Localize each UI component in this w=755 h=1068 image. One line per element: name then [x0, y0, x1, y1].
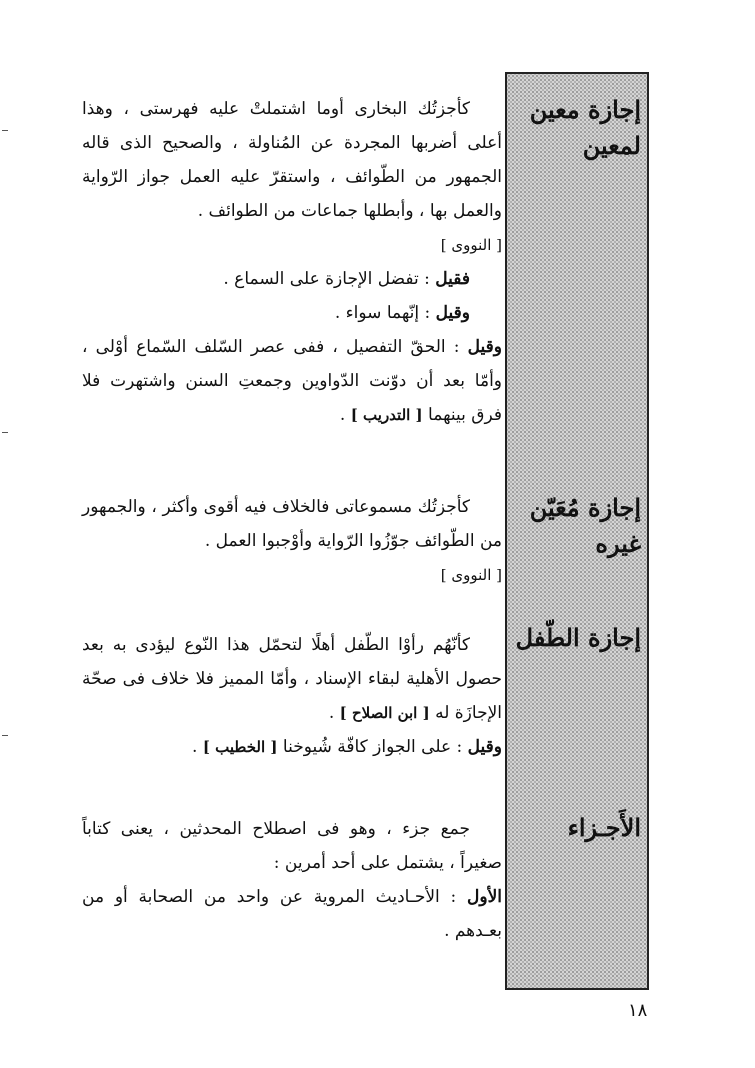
margin-mark	[2, 130, 8, 131]
paragraph	[82, 730, 502, 764]
paragraph	[82, 880, 502, 948]
opinion-label: وقيل	[467, 337, 502, 357]
section-ijaza-ghayr-muayyan	[82, 490, 502, 592]
paragraph	[82, 296, 502, 330]
item-label: الأول	[467, 887, 502, 907]
opinion-text: : على الجواز كافّة شُيوخنا	[277, 737, 468, 757]
paragraph	[82, 628, 502, 730]
margin-mark	[2, 735, 8, 736]
paragraph-text: كأنّهُم رأوْا الطّفل أهلًا لتحمّل هذا النّوع ليؤدى به بعد حصول الأهلية لبقاء الإسناد ، وأمّا المميز فلا خلاف فى صحّة الإجازَة له	[82, 635, 502, 723]
item-text: : الأحـاديث المروية عن واحد من الصحابة أو من بعـدهم .	[82, 887, 502, 941]
page-number: ١٨	[628, 1000, 648, 1021]
source-reference: [ النووى ]	[440, 566, 502, 584]
section-ijaza-muayyan	[82, 92, 502, 432]
paragraph-end: .	[192, 737, 203, 757]
source-reference: [ النووى ]	[440, 236, 502, 254]
section-ajza	[82, 812, 502, 948]
term-ijaza-muayyan-li-muayyan: إجازة معين لمعين	[529, 95, 641, 160]
opinion-label: فقيل	[435, 269, 470, 289]
opinion-text: : إنّهما سواء .	[334, 303, 436, 323]
paragraph: كأجزتُك مسموعاتى فالخلاف فيه أقوى وأكثر ، والجمهور من الطّوائف جوّزُوا الرّواية وأوْجبوا العمل .	[82, 497, 502, 551]
margin-mark	[2, 432, 8, 433]
source-reference: [ الخطيب ]	[202, 738, 278, 756]
source-reference: [ التدريب ]	[350, 406, 423, 424]
section-ijaza-tifl	[82, 628, 502, 764]
opinion-label: وقيل	[467, 737, 502, 757]
paragraph-end: .	[328, 703, 340, 723]
source-reference: [ ابن الصلاح ]	[339, 704, 430, 722]
term-ijaza-al-tifl: إجازة الطّفل	[515, 623, 641, 652]
opinion-text: : الحقّ التفصيل ، ففى عصر السّلف السّماع أوْلى ، وأمّا بعد أن دوّنت الدّواوين وجمعتِ السنن واشتهرت فلا فرق بينهما	[82, 337, 502, 425]
term-al-ajza: الأَجـزاء	[567, 813, 641, 842]
opinion-text: : تفضل الإجازة على السماع .	[223, 269, 436, 289]
paragraph: جمع جزء ، وهو فى اصطلاح المحدثين ، يعنى كتاباً صغيراً ، يشتمل على أحد أمرين :	[82, 819, 502, 873]
term-ijaza-muayyan-ghayrih: إجازة مُعَيّن غيره	[529, 493, 641, 558]
paragraph	[82, 330, 502, 432]
paragraph-end: .	[339, 405, 351, 425]
opinion-label: وقيل	[435, 303, 470, 323]
paragraph	[82, 262, 502, 296]
paragraph: كأجزتُك البخارى أوما اشتملتْ عليه فهرستى ، وهذا أعلى أضربها المجردة عن المُناولة ، والصحيح الذى قاله الجمهور من الطّوائف ، واستقرّ عليه العمل جواز الرّواية والعمل بها ، وأبطلها جماعات من الطوائف .	[82, 99, 502, 221]
